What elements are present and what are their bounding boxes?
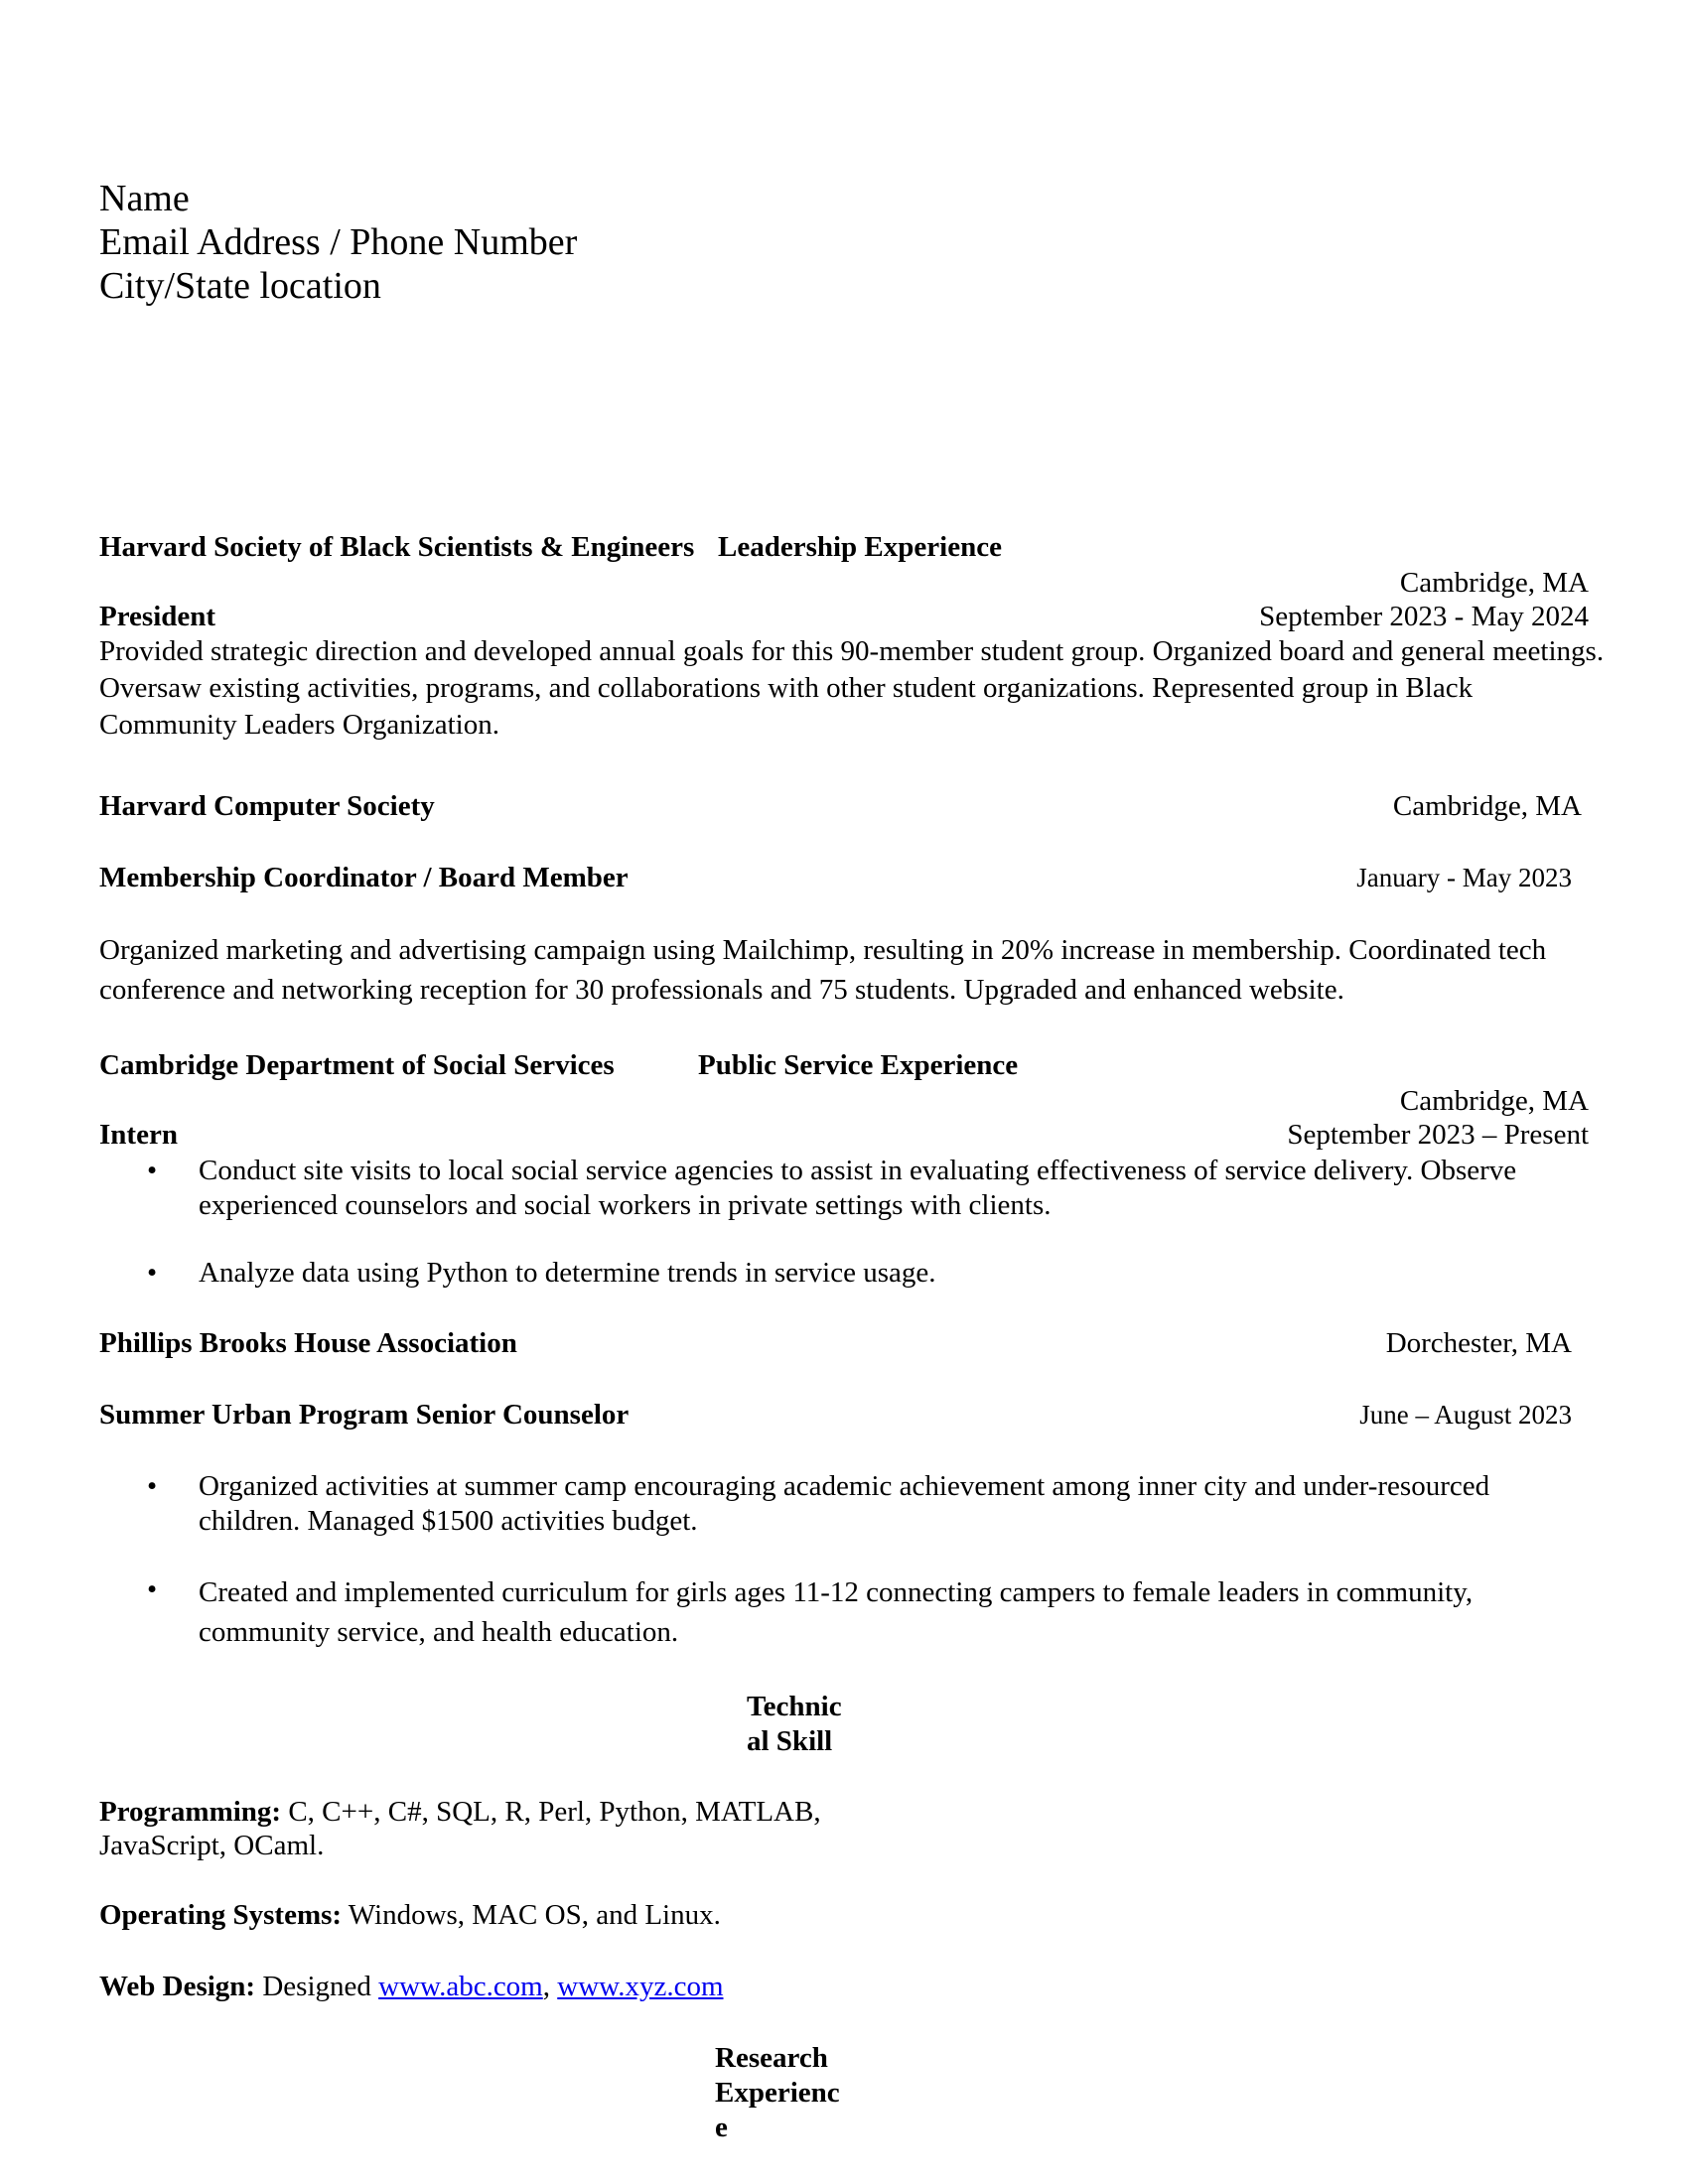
role-title: Membership Coordinator / Board Member bbox=[99, 862, 629, 893]
skill-label: Programming: bbox=[99, 1796, 282, 1828]
bullet-text: Conduct site visits to local social service agencies to assist in evaluating effectiveness of service delivery. Observe experienced counselors and social workers in private settings with clients. bbox=[199, 1155, 1517, 1221]
section-title-public-service: Public Service Experience bbox=[698, 1049, 1019, 1081]
section-title-line: al Skill bbox=[747, 1725, 833, 1757]
role-dates: June – August 2023 bbox=[1359, 1400, 1572, 1430]
section-title-line: Technic bbox=[747, 1691, 842, 1722]
org-name: Harvard Computer Society bbox=[99, 790, 435, 822]
org-name: Cambridge Department of Social Services bbox=[99, 1049, 615, 1081]
skill-os bbox=[99, 1898, 721, 1933]
section-title-line: e bbox=[715, 2112, 728, 2143]
org-location: Cambridge, MA bbox=[1392, 790, 1582, 822]
section-title-skills bbox=[747, 1690, 842, 1759]
contact-info: Email Address / Phone Number bbox=[99, 221, 578, 263]
skill-value: Windows, MAC OS, and Linux. bbox=[342, 1899, 721, 1931]
org-location: Cambridge, MA bbox=[1399, 1085, 1589, 1117]
skill-web-design bbox=[99, 1970, 724, 2004]
role-title: Summer Urban Program Senior Counselor bbox=[99, 1399, 630, 1431]
section-title-line: Research bbox=[715, 2042, 828, 2074]
role-description: Organized marketing and advertising campaign using Mailchimp, resulting in 20% increase in membership. Coordinated tech conference and networking reception for 30 professionals and 75 students. Upgraded and enhanced website. bbox=[99, 934, 1547, 1006]
org-location: Cambridge, MA bbox=[1399, 567, 1589, 599]
bullet-text: Created and implemented curriculum for girls ages 11-12 connecting campers to female leaders in community, community service, and health education. bbox=[199, 1576, 1474, 1648]
skill-value: Designed bbox=[255, 1971, 379, 2002]
candidate-name: Name bbox=[99, 178, 190, 219]
section-title-leadership: Leadership Experience bbox=[718, 531, 1002, 563]
bullet-text: Analyze data using Python to determine trends in service usage. bbox=[199, 1257, 936, 1289]
skill-programming bbox=[99, 1795, 821, 1830]
skill-programming-cont: JavaScript, OCaml. bbox=[99, 1830, 325, 1861]
bullet-text: Organized activities at summer camp encouraging academic achievement among inner city and under-resourced children. Managed $1500 activities budget. bbox=[199, 1470, 1490, 1537]
org-name: Phillips Brooks House Association bbox=[99, 1327, 517, 1359]
candidate-location: City/State location bbox=[99, 265, 381, 307]
skill-label: Operating Systems: bbox=[99, 1899, 343, 1931]
bullet-marker: • bbox=[147, 1573, 158, 1605]
website-link-xyz[interactable]: www.xyz.com bbox=[557, 1971, 724, 2002]
role-description: Provided strategic direction and developed annual goals for this 90-member student group. Organized board and general meetings. Oversaw existing activities, programs, and collaborations with other student organizations. Represented group in Black Community Leaders Organization. bbox=[99, 635, 1605, 741]
role-dates: September 2023 – Present bbox=[1287, 1119, 1589, 1151]
link-separator: , bbox=[542, 1971, 558, 2002]
org-location: Dorchester, MA bbox=[1385, 1327, 1572, 1359]
bullet-marker: • bbox=[147, 1470, 158, 1502]
website-link-abc[interactable]: www.abc.com bbox=[378, 1971, 543, 2002]
role-title: President bbox=[99, 601, 216, 632]
section-title-research bbox=[715, 2041, 840, 2145]
skill-value: C, C++, C#, SQL, R, Perl, Python, MATLAB, bbox=[281, 1796, 821, 1828]
role-dates: September 2023 - May 2024 bbox=[1259, 601, 1589, 632]
skill-label: Web Design: bbox=[99, 1971, 256, 2002]
role-dates: January - May 2023 bbox=[1356, 863, 1572, 892]
bullet-marker: • bbox=[147, 1155, 158, 1186]
bullet-marker: • bbox=[147, 1257, 158, 1289]
org-name: Harvard Society of Black Scientists & Engineers bbox=[99, 531, 695, 563]
role-title: Intern bbox=[99, 1119, 178, 1151]
section-title-line: Experienc bbox=[715, 2077, 840, 2109]
